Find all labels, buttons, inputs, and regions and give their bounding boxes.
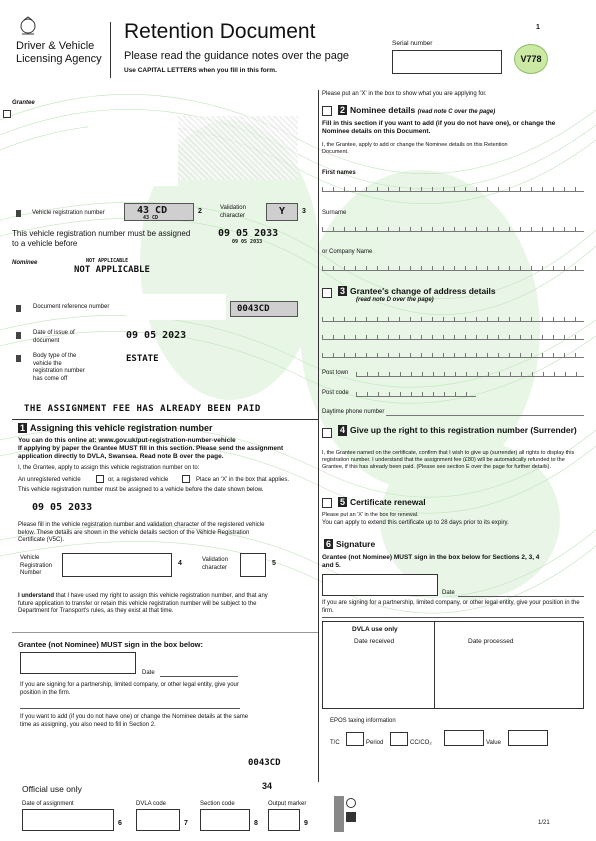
page-number: 1 [536, 24, 540, 31]
new-validation-label: Validation character [202, 557, 228, 571]
section-2-number: 2 [340, 105, 346, 115]
epos-value-box[interactable] [508, 730, 548, 746]
assigned-before-label: This vehicle registration number must be assigned to a vehicle before [12, 229, 191, 248]
section-3-title: Grantee's change of address details [350, 286, 496, 296]
section-6-date-label: Date [442, 590, 455, 596]
bullet-marker [16, 305, 21, 312]
section-5-number: 5 [340, 497, 346, 507]
section-2-title: Nominee details [350, 105, 416, 115]
epos-cc-label: CC/CO₂ [410, 740, 432, 746]
output-marker-box[interactable] [268, 809, 300, 831]
issue-date-label: Date of issue of document [33, 330, 75, 344]
vrn-label: Vehicle registration number [32, 210, 105, 216]
vrn-value: 43 CD [137, 205, 168, 216]
section-6-title: Signature [336, 539, 376, 549]
section-2-checkbox[interactable] [322, 106, 332, 116]
section-5-heading [338, 497, 426, 507]
dvla-use-only-label: DVLA use only [352, 626, 398, 633]
document-title: Retention Document [124, 20, 316, 43]
dvla-use-box [322, 621, 584, 709]
section-3-checkbox[interactable] [322, 288, 332, 298]
official-use-heading: Official use only [22, 784, 82, 794]
understand-text: that I have used my right to assign this vehicle registration number, and that any future application to transfer or retain this vehicle registration number will be subject to the Department for Transport's rules, as they exist at that time. [18, 593, 268, 614]
post-town-label: Post town [322, 370, 349, 376]
section-divider [12, 419, 318, 420]
section-2-apply-text: I, the Grantee, apply to add or change the Nominee details on this Retention Document. [322, 142, 508, 155]
box-number-8: 8 [254, 820, 258, 827]
section-6-date-line[interactable] [458, 596, 584, 597]
docref-box [230, 301, 298, 317]
validation-label: Validation character [220, 205, 246, 219]
section-6-must-sign: Grantee (not Nominee) MUST sign in the box below for Sections 2, 3, 4 and 5. [322, 554, 540, 570]
nominee-value: NOT APPLICABLE [74, 265, 150, 275]
sign-date-label: Date [142, 670, 155, 676]
company-input[interactable] [322, 262, 584, 271]
serial-label: Serial number [392, 40, 433, 47]
new-validation-input[interactable] [240, 553, 266, 577]
section-6-partnership: If you are signing for a partnership, limited company, or other legal entity, give your position in the firm. [322, 600, 580, 614]
guidance-subtitle: Please read the guidance notes over the page [124, 50, 350, 62]
address-line-2[interactable] [322, 331, 584, 340]
section-2-fill-text: Fill in this section if you want to add (if you do not have one), or change the Nominee details on this Document. [322, 120, 556, 136]
section-2-note: (read note C over the page) [417, 109, 496, 115]
right-intro: Please put an 'X' in the box to show what you are applying for. [322, 91, 487, 97]
box-number-6: 6 [118, 820, 122, 827]
epos-cc-box[interactable] [444, 730, 484, 746]
dvla-code-label: DVLA code [136, 801, 167, 807]
section-3-number: 3 [340, 286, 346, 296]
unregistered-checkbox[interactable] [96, 475, 104, 483]
section-5-place: Please put an 'X' in the box for renewal. [322, 512, 419, 518]
dvla-code-box[interactable] [136, 809, 180, 831]
issue-date-value: 09 05 2023 [126, 330, 187, 341]
address-line-3[interactable] [322, 349, 584, 358]
must-assign-statement: This vehicle registration number must be assigned to a vehicle before the date shown below. [18, 487, 264, 493]
capitals-instruction: Use CAPITAL LETTERS when you fill in this form. [124, 67, 277, 74]
place-x-hint: Place an 'X' in the box that applies. [196, 477, 290, 483]
section-6-number: 6 [326, 539, 332, 549]
recycle-icon [346, 798, 356, 808]
section-2-heading [338, 105, 495, 115]
crest-logo-icon [16, 16, 40, 38]
online-link[interactable]: You can do this online at: www.gov.uk/put-registration-number-vehicle [18, 437, 236, 444]
barcode-strip [334, 796, 344, 832]
form-code-badge: V778 [514, 44, 548, 74]
registered-label: or, a registered vehicle [108, 477, 169, 483]
column-divider [318, 90, 319, 782]
section-3-heading [338, 286, 496, 296]
epos-period-box[interactable] [390, 732, 408, 746]
address-line-1[interactable] [322, 313, 584, 322]
validation-box [266, 203, 298, 221]
grantee-label: Grantee [12, 100, 35, 106]
epos-period-label: Period [366, 740, 384, 746]
assigned-before-date-small: 09 05 2033 [232, 239, 263, 245]
grantee-sign-label: Grantee (not Nominee) MUST sign in the box below: [18, 640, 204, 649]
epos-title: EPOS taxing information [330, 718, 396, 724]
fsc-logo-icon [346, 812, 356, 822]
section-4-number: 4 [340, 425, 346, 435]
section-divider [12, 632, 318, 633]
add-nominee-note: If you want to add (if you do not have one) or change the Nominee details at the same time as assigning, you also need to fill in Section 2. [20, 714, 249, 728]
grantee-address-area [178, 116, 298, 180]
vrn-box [124, 203, 194, 221]
phone-input[interactable] [386, 415, 584, 416]
date-assignment-box[interactable] [22, 809, 114, 831]
position-line[interactable] [20, 708, 240, 709]
postcode-input[interactable] [356, 388, 476, 397]
header-divider [110, 22, 111, 78]
bottom-code: 34 [262, 781, 273, 791]
body-type-value: ESTATE [126, 354, 159, 364]
surname-input[interactable] [322, 223, 584, 232]
section-4-checkbox[interactable] [322, 428, 332, 438]
epos-tc-label: T/C [330, 740, 340, 746]
fee-paid-notice: THE ASSIGNMENT FEE HAS ALREADY BEEN PAID [24, 404, 261, 414]
surname-label: Surname [322, 210, 347, 216]
bullet-marker [16, 355, 21, 362]
paper-instruction: If applying by paper the Grantee MUST fill in this section. Please send the assignment application directly to DVLA, Swansea. Read note B over the page. [18, 445, 284, 461]
section-code-label: Section code [200, 801, 235, 807]
epos-value-label: Value [486, 740, 501, 746]
section-1-title: Assigning this vehicle registration number [30, 423, 213, 433]
vrn-value-small: 43 CD [143, 215, 159, 221]
section-1-number: 1 [20, 423, 26, 433]
dvla-divider [434, 621, 435, 709]
sign-date-line[interactable] [160, 676, 238, 677]
docref-label: Document reference number [33, 304, 110, 310]
first-names-input[interactable] [322, 183, 584, 192]
box-number-5: 5 [272, 560, 276, 567]
output-marker-label: Output marker [268, 801, 307, 807]
section-4-title: Give up the right to this registration number (Surrender) [350, 425, 577, 435]
nominee-label: Nominee [12, 260, 38, 266]
unregistered-label: An unregistered vehicle [18, 477, 81, 483]
epos-tc-box[interactable] [346, 732, 364, 746]
company-label: or Company Name [322, 249, 373, 255]
section-3-note: (read note D over the page) [356, 297, 434, 303]
section-1-heading [18, 423, 213, 433]
section-6-heading [324, 539, 375, 549]
fill-in-instruction: Please fill in the vehicle registration number and validation character of the registered vehicle below. These details are shown in the vehicle details section of the Vehicle Registration Certificate (V5C). [18, 522, 265, 543]
assign-before-date: 09 05 2033 [32, 502, 93, 513]
validation-value: Y [279, 206, 286, 217]
section-code-box[interactable] [200, 809, 250, 831]
assigned-before-date: 09 05 2033 [218, 228, 279, 239]
grantee-address-redacted [88, 116, 178, 186]
new-vrn-label: Vehicle Registration Number [20, 555, 53, 576]
bottom-reference: 0043CD [248, 758, 281, 768]
apply-statement: I, the Grantee, apply to assign this vehicle registration number on to: [18, 465, 200, 471]
box-number-3: 3 [302, 208, 306, 215]
grantee-corner-box [3, 110, 11, 118]
serial-number-box[interactable] [392, 50, 502, 74]
registered-checkbox[interactable] [182, 475, 190, 483]
nominee-value-small: NOT APPLICABLE [86, 258, 129, 264]
box-number-4: 4 [178, 560, 182, 567]
first-names-label: First names [322, 170, 356, 176]
grantee-signature-box[interactable] [20, 652, 136, 674]
body-type-label: Body type of the vehicle the registration number has come off [33, 353, 85, 382]
box-number-9: 9 [304, 820, 308, 827]
version-number: 1/21 [538, 820, 550, 826]
date-received-label: Date received [354, 638, 395, 645]
partnership-note: If you are signing for a partnership, limited company, or other legal entity, give your position in the firm. [20, 682, 239, 696]
box-number-2: 2 [198, 208, 202, 215]
agency-name: Driver & Vehicle Licensing Agency [16, 40, 102, 65]
box-number-7: 7 [184, 820, 188, 827]
post-town-input[interactable] [356, 368, 584, 377]
docref-redacted [126, 294, 226, 320]
docref-value: 0043CD [237, 304, 270, 314]
understand-bold: I understand [18, 593, 55, 599]
section-4-heading [338, 425, 584, 436]
phone-label: Daytime phone number [322, 409, 385, 415]
section-4-text: I, the Grantee named on the certificate, confirm that I wish to give up (surrender) all rights to display this registration number. I understand that the assignment fee (£80) will be automatically refunded to the Grantee, if this has already been paid. (Please see section E over the page for further details). [322, 450, 575, 470]
postcode-label: Post code [322, 390, 349, 396]
section-6-position-line[interactable] [322, 617, 584, 618]
date-processed-label: Date processed [468, 638, 514, 645]
date-assignment-label: Date of assignment [22, 801, 74, 807]
new-vrn-input[interactable] [62, 553, 172, 577]
bullet-marker [16, 210, 21, 217]
understand-statement [18, 593, 268, 616]
section-5-text: You can apply to extend this certificate up to 28 days prior to its expiry. [322, 520, 509, 526]
section-6-signature-box[interactable] [322, 574, 438, 596]
section-5-title: Certificate renewal [350, 497, 426, 507]
section-5-checkbox[interactable] [322, 498, 332, 508]
bullet-marker [16, 332, 21, 339]
